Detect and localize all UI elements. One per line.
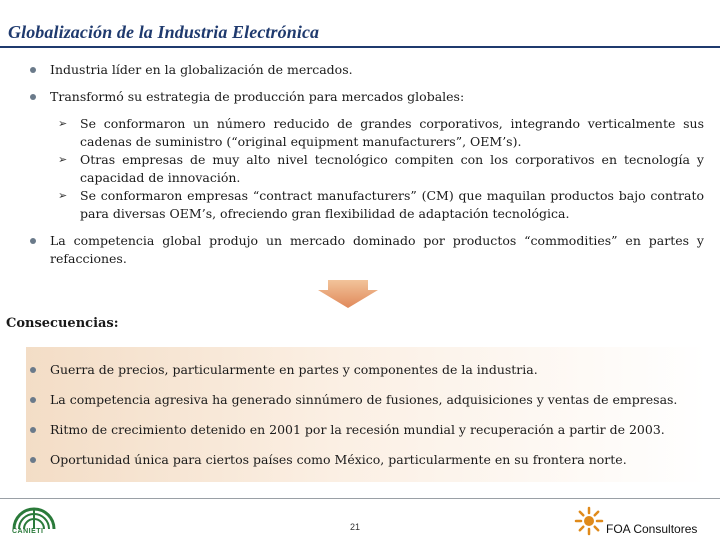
down-arrow-icon	[318, 280, 378, 308]
consequence-text: Guerra de precios, particularmente en partes y componentes de la industria.	[50, 362, 538, 377]
bullet-dot-icon	[30, 457, 36, 463]
consequence-text: Ritmo de crecimiento detenido en 2001 por la recesión mundial y recuperación a partir de 2003.	[50, 422, 665, 437]
consequence-item	[28, 361, 708, 391]
bullet-item	[28, 61, 704, 79]
bullet-text: Transformó su estrategia de producción para mercados globales:	[50, 89, 465, 104]
sub-bullet-text: Se conformaron empresas “contract manufacturers” (CM) que maquilan productos bajo contrato para diversas OEM’s, ofreciendo gran flexibilidad de adaptación tecnológica.	[80, 188, 704, 221]
arrow-right-icon: ➢	[58, 189, 68, 202]
consequence-text: La competencia agresiva ha generado sinnúmero de fusiones, adquisiciones y ventas de empresas.	[50, 392, 678, 407]
consequences-heading: Consecuencias:	[6, 316, 119, 331]
consequence-item	[28, 421, 708, 451]
page-title: Globalización de la Industria Electrónica	[8, 22, 320, 42]
footer-divider	[0, 498, 720, 499]
bullet-dot-icon	[30, 397, 36, 403]
bullet-dot-icon	[30, 238, 36, 244]
arrow-right-icon: ➢	[58, 117, 68, 130]
sub-bullet-item	[28, 151, 704, 187]
arrow-right-icon: ➢	[58, 153, 68, 166]
consequences-list	[28, 361, 708, 481]
consequence-item	[28, 391, 708, 421]
foa-consultores-text: FOA Consultores	[606, 522, 698, 536]
bullet-item	[28, 88, 704, 106]
consequence-item	[28, 451, 708, 481]
bullet-dot-icon	[30, 367, 36, 373]
bullet-text: La competencia global produjo un mercado dominado por productos “commodities” en partes y refacciones.	[50, 233, 704, 266]
sub-bullet-text: Otras empresas de muy alto nivel tecnológico compiten con los corporativos en tecnología y capacidad de innovación.	[80, 152, 704, 185]
consequence-text: Oportunidad única para ciertos países como México, particularmente en su frontera norte.	[50, 452, 627, 467]
main-bullet-list	[28, 61, 704, 277]
sub-bullet-item	[28, 115, 704, 151]
bullet-dot-icon	[30, 67, 36, 73]
page-number: 21	[350, 522, 361, 532]
foa-sun-logo-icon	[574, 506, 604, 536]
bullet-dot-icon	[30, 427, 36, 433]
canieti-logo-text: CANIETI	[12, 528, 44, 535]
bullet-dot-icon	[30, 94, 36, 100]
title-divider	[0, 46, 720, 48]
sub-bullet-item	[28, 187, 704, 223]
bullet-text: Industria líder en la globalización de mercados.	[50, 62, 353, 77]
sub-bullet-text: Se conformaron un número reducido de grandes corporativos, integrando verticalmente sus cadenas de suministro (“original equipment manufacturers”, OEM’s).	[80, 116, 704, 149]
bullet-item	[28, 232, 704, 268]
